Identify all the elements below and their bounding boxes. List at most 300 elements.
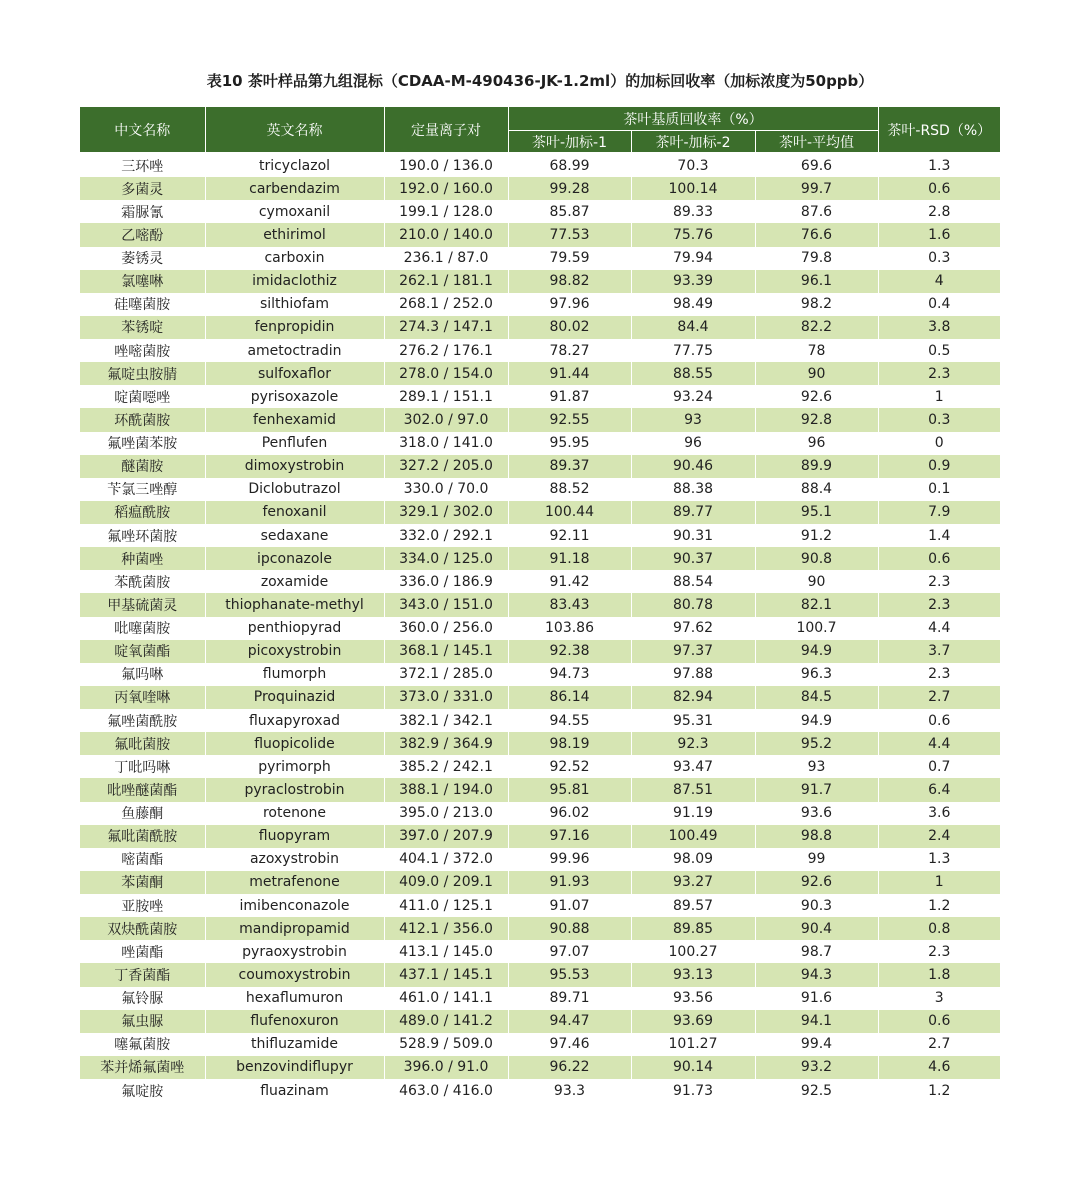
average-cell: 93.6 [755,802,878,825]
spike-2-cell: 79.94 [631,247,755,270]
en-name-cell: Penflufen [205,432,384,455]
cn-name-cell: 嘧菌酯 [121,852,164,869]
rsd-cell: 2.7 [878,686,1000,709]
rsd-cell: 4.6 [878,1056,1000,1079]
cn-name-cell: 唑菌酯 [121,944,164,961]
header-spike-2: 茶叶-加标-2 [631,131,755,153]
cn-name-cell: 苄氯三唑醇 [107,482,178,499]
en-name-cell: sedaxane [205,524,384,547]
rsd-cell: 3 [878,987,1000,1010]
header-average: 茶叶-平均值 [755,131,878,153]
table-row [80,547,1000,570]
en-name-cell: ametoctradin [205,339,384,362]
average-cell: 91.6 [755,987,878,1010]
ion-pair-cell: 274.3 / 147.1 [384,316,508,339]
spike-1-cell: 88.52 [508,478,631,501]
spike-2-cell: 90.37 [631,547,755,570]
en-name-cell: benzovindiflupyr [205,1056,384,1079]
ion-pair-cell: 329.1 / 302.0 [384,501,508,524]
cn-name-cell: 醚菌胺 [80,455,205,478]
rsd-cell: 4.4 [878,732,1000,755]
cn-name-cell: 乙嘧酚 [80,223,205,246]
ion-pair-cell: 360.0 / 256.0 [384,617,508,640]
en-name-cell: penthiopyrad [205,617,384,640]
spike-2-cell: 93 [631,408,755,431]
rsd-cell: 4 [878,270,1000,293]
ion-pair-cell: 382.1 / 342.1 [384,709,508,732]
rsd-cell: 1 [878,385,1000,408]
spike-1-cell: 77.53 [508,223,631,246]
cn-name-cell: 环酰菌胺 [80,408,205,431]
spike-1-cell: 95.53 [508,963,631,986]
spike-1-cell: 99.96 [508,848,631,871]
spike-2-cell: 89.77 [631,501,755,524]
rsd-cell: 0.8 [878,917,1000,940]
ion-pair-cell: 210.0 / 140.0 [384,223,508,246]
spike-2-cell: 77.75 [631,339,755,362]
en-name-cell: imidaclothiz [205,270,384,293]
ion-pair-cell: 489.0 / 141.2 [384,1010,508,1033]
cn-name-cell: 噻氟菌胺 [114,1037,171,1054]
table-row [80,501,1000,524]
average-cell: 79.8 [755,247,878,270]
rsd-cell: 2.3 [878,663,1000,686]
average-cell: 100.7 [755,617,878,640]
average-cell: 92.5 [755,1079,878,1102]
spike-2-cell: 75.76 [631,223,755,246]
en-name-cell: carbendazim [205,177,384,200]
rsd-cell: 1.3 [878,152,1000,177]
en-name-cell: fenhexamid [205,408,384,431]
average-cell: 98.2 [755,293,878,316]
spike-2-cell: 91.19 [631,802,755,825]
spike-2-cell: 97.62 [631,617,755,640]
cn-name-cell: 苯锈啶 [80,316,205,339]
rsd-cell: 2.3 [878,940,1000,963]
spike-1-cell: 92.55 [508,408,631,431]
rsd-cell: 2.3 [878,362,1000,385]
cn-name-cell: 氟虫脲 [80,1010,205,1033]
rsd-cell: 1 [878,871,1000,894]
ion-pair-cell: 368.1 / 145.1 [384,640,508,663]
table-row [80,200,1000,223]
ion-pair-cell: 385.2 / 242.1 [384,755,508,778]
table-row [80,732,1000,755]
average-cell: 89.9 [755,455,878,478]
header-cn-name: 中文名称 [80,107,205,152]
average-cell: 90.8 [755,547,878,570]
average-cell: 96.3 [755,663,878,686]
en-name-cell: fluopicolide [205,732,384,755]
cn-name-cell: 双炔酰菌胺 [80,917,205,940]
spike-2-cell: 82.94 [631,686,755,709]
average-cell: 94.1 [755,1010,878,1033]
cn-name-cell: 啶菌噁唑 [114,389,171,406]
recovery-table [80,107,1000,1102]
spike-2-cell: 88.38 [631,478,755,501]
spike-1-cell: 86.14 [508,686,631,709]
spike-2-cell: 93.56 [631,987,755,1010]
rsd-cell: 2.3 [878,570,1000,593]
spike-2-cell: 90.31 [631,524,755,547]
average-cell: 90.3 [755,894,878,917]
header-en-name: 英文名称 [205,107,384,152]
ion-pair-cell: 336.0 / 186.9 [384,570,508,593]
spike-2-cell: 90.14 [631,1056,755,1079]
spike-2-cell: 84.4 [631,316,755,339]
ion-pair-cell: 397.0 / 207.9 [384,825,508,848]
ion-pair-cell: 411.0 / 125.1 [384,894,508,917]
rsd-cell: 1.8 [878,963,1000,986]
cn-name-cell: 氟吗啉 [121,667,164,684]
spike-2-cell: 93.13 [631,963,755,986]
rsd-cell: 3.7 [878,640,1000,663]
spike-1-cell: 80.02 [508,316,631,339]
ion-pair-cell: 396.0 / 91.0 [384,1056,508,1079]
table-row [80,478,1000,501]
ion-pair-cell: 199.1 / 128.0 [384,200,508,223]
ion-pair-cell: 528.9 / 509.0 [384,1033,508,1056]
average-cell: 90 [755,570,878,593]
table-row [80,894,1000,917]
table-row [80,1033,1000,1056]
cn-name-cell: 氟啶胺 [121,1083,164,1100]
spike-2-cell: 88.54 [631,570,755,593]
en-name-cell: pyraclostrobin [205,778,384,801]
average-cell: 92.6 [755,871,878,894]
cn-name-cell: 啶氧菌酯 [80,640,205,663]
spike-1-cell: 98.19 [508,732,631,755]
spike-1-cell: 91.18 [508,547,631,570]
en-name-cell: silthiofam [205,293,384,316]
average-cell: 82.1 [755,593,878,616]
spike-1-cell: 94.55 [508,709,631,732]
cn-name-cell: 苯并烯氟菌唑 [80,1056,205,1079]
en-name-cell: pyraoxystrobin [205,940,384,963]
spike-2-cell: 89.85 [631,917,755,940]
average-cell: 78 [755,339,878,362]
spike-2-cell: 93.47 [631,755,755,778]
cn-name-cell: 萎锈灵 [121,251,164,268]
rsd-cell: 0.7 [878,755,1000,778]
spike-1-cell: 99.28 [508,177,631,200]
spike-1-cell: 95.81 [508,778,631,801]
ion-pair-cell: 412.1 / 356.0 [384,917,508,940]
table-row [80,663,1000,686]
en-name-cell: cymoxanil [205,200,384,223]
spike-1-cell: 92.38 [508,640,631,663]
ion-pair-cell: 463.0 / 416.0 [384,1079,508,1102]
table-header [80,107,1000,152]
cn-name-cell: 三环唑 [121,158,164,175]
table-row [80,617,1000,640]
average-cell: 94.3 [755,963,878,986]
table-row [80,963,1000,986]
table-row [80,686,1000,709]
average-cell: 95.1 [755,501,878,524]
ion-pair-cell: 395.0 / 213.0 [384,802,508,825]
table-row [80,871,1000,894]
cn-name-cell: 丁香菌酯 [80,963,205,986]
ion-pair-cell: 382.9 / 364.9 [384,732,508,755]
en-name-cell: Proquinazid [205,686,384,709]
table-row [80,1056,1000,1079]
ion-pair-cell: 372.1 / 285.0 [384,663,508,686]
average-cell: 92.6 [755,385,878,408]
spike-1-cell: 91.42 [508,570,631,593]
en-name-cell: imibenconazole [205,894,384,917]
table-row [80,385,1000,408]
cn-name-cell: 氟吡菌胺 [80,732,205,755]
average-cell: 99.7 [755,177,878,200]
cn-name-cell: 鱼藤酮 [121,806,164,823]
spike-1-cell: 96.22 [508,1056,631,1079]
spike-1-cell: 85.87 [508,200,631,223]
cn-name-cell: 苯菌酮 [80,871,205,894]
cn-name-cell: 氟唑环菌胺 [107,528,178,545]
en-name-cell: carboxin [205,247,384,270]
spike-2-cell: 93.24 [631,385,755,408]
ion-pair-cell: 437.1 / 145.1 [384,963,508,986]
rsd-cell: 1.4 [878,524,1000,547]
cn-name-cell: 种菌唑 [80,547,205,570]
spike-2-cell: 96 [631,432,755,455]
table-row [80,339,1000,362]
spike-2-cell: 97.88 [631,663,755,686]
spike-1-cell: 89.37 [508,455,631,478]
spike-1-cell: 78.27 [508,339,631,362]
en-name-cell: zoxamide [205,570,384,593]
rsd-cell: 0.3 [878,247,1000,270]
en-name-cell: fluazinam [205,1079,384,1102]
en-name-cell: pyrimorph [205,755,384,778]
spike-1-cell: 98.82 [508,270,631,293]
table-row [80,408,1000,431]
en-name-cell: thiophanate-methyl [205,593,384,616]
table-row [80,640,1000,663]
average-cell: 95.2 [755,732,878,755]
spike-1-cell: 83.43 [508,593,631,616]
average-cell: 94.9 [755,640,878,663]
rsd-cell: 2.4 [878,825,1000,848]
spike-1-cell: 91.44 [508,362,631,385]
cn-name-cell: 氟唑菌苯胺 [107,436,178,453]
spike-1-cell: 97.96 [508,293,631,316]
spike-1-cell: 103.86 [508,617,631,640]
table-row [80,987,1000,1010]
ion-pair-cell: 289.1 / 151.1 [384,385,508,408]
cn-name-cell: 苯酰菌胺 [114,574,171,591]
ion-pair-cell: 330.0 / 70.0 [384,478,508,501]
ion-pair-cell: 413.1 / 145.0 [384,940,508,963]
header-recovery-group: 茶叶基质回收率（%） [508,107,878,131]
ion-pair-cell: 262.1 / 181.1 [384,270,508,293]
average-cell: 76.6 [755,223,878,246]
average-cell: 98.8 [755,825,878,848]
spike-1-cell: 79.59 [508,247,631,270]
ion-pair-cell: 373.0 / 331.0 [384,686,508,709]
en-name-cell: picoxystrobin [205,640,384,663]
rsd-cell: 7.9 [878,501,1000,524]
rsd-cell: 0.6 [878,547,1000,570]
cn-name-cell: 氟啶虫胺腈 [80,362,205,385]
table-body [80,152,1000,1102]
cn-name-cell: 吡唑醚菌酯 [80,778,205,801]
average-cell: 91.2 [755,524,878,547]
average-cell: 94.9 [755,709,878,732]
spike-2-cell: 89.57 [631,894,755,917]
en-name-cell: mandipropamid [205,917,384,940]
table-row [80,432,1000,455]
average-cell: 93.2 [755,1056,878,1079]
rsd-cell: 2.7 [878,1033,1000,1056]
spike-1-cell: 97.46 [508,1033,631,1056]
table-row [80,177,1000,200]
table-row [80,223,1000,246]
ion-pair-cell: 332.0 / 292.1 [384,524,508,547]
spike-1-cell: 93.3 [508,1079,631,1102]
table-row [80,316,1000,339]
table-row [80,362,1000,385]
cn-name-cell: 甲基硫菌灵 [80,593,205,616]
table-row [80,1010,1000,1033]
spike-1-cell: 100.44 [508,501,631,524]
ion-pair-cell: 278.0 / 154.0 [384,362,508,385]
average-cell: 87.6 [755,200,878,223]
en-name-cell: pyrisoxazole [205,385,384,408]
spike-2-cell: 91.73 [631,1079,755,1102]
rsd-cell: 1.3 [878,848,1000,871]
rsd-cell: 0.6 [878,177,1000,200]
spike-1-cell: 91.07 [508,894,631,917]
spike-2-cell: 97.37 [631,640,755,663]
table-row [80,917,1000,940]
table-row [80,940,1000,963]
ion-pair-cell: 190.0 / 136.0 [384,152,508,177]
spike-2-cell: 89.33 [631,200,755,223]
cn-name-cell: 氟吡菌酰胺 [80,825,205,848]
average-cell: 99 [755,848,878,871]
cn-name-cell: 氟铃脲 [121,991,164,1008]
spike-2-cell: 93.69 [631,1010,755,1033]
cn-name-cell: 丙氧喹啉 [80,686,205,709]
en-name-cell: fluopyram [205,825,384,848]
ion-pair-cell: 192.0 / 160.0 [384,177,508,200]
average-cell: 93 [755,755,878,778]
table-row [80,778,1000,801]
spike-2-cell: 100.14 [631,177,755,200]
cn-name-cell: 多菌灵 [80,177,205,200]
average-cell: 82.2 [755,316,878,339]
table-row [80,848,1000,871]
rsd-cell: 3.6 [878,802,1000,825]
ion-pair-cell: 268.1 / 252.0 [384,293,508,316]
en-name-cell: thifluzamide [205,1033,384,1056]
table-row [80,247,1000,270]
en-name-cell: fenpropidin [205,316,384,339]
spike-2-cell: 93.39 [631,270,755,293]
en-name-cell: tricyclazol [205,152,384,177]
en-name-cell: hexaflumuron [205,987,384,1010]
en-name-cell: fenoxanil [205,501,384,524]
en-name-cell: coumoxystrobin [205,963,384,986]
header-spike-1: 茶叶-加标-1 [508,131,631,153]
table-row [80,593,1000,616]
table-row [80,455,1000,478]
average-cell: 99.4 [755,1033,878,1056]
rsd-cell: 0.4 [878,293,1000,316]
en-name-cell: metrafenone [205,871,384,894]
page-title: 表10 茶叶样品第九组混标（CDAA-M-490436-JK-1.2ml）的加标回收率（加标浓度为50ppb） [206,72,874,90]
table-row [80,152,1000,177]
ion-pair-cell: 302.0 / 97.0 [384,408,508,431]
rsd-cell: 1.6 [878,223,1000,246]
rsd-cell: 0.6 [878,709,1000,732]
average-cell: 96 [755,432,878,455]
spike-1-cell: 94.73 [508,663,631,686]
spike-2-cell: 100.27 [631,940,755,963]
spike-1-cell: 95.95 [508,432,631,455]
cn-name-cell: 氟唑菌酰胺 [107,713,178,730]
rsd-cell: 0.6 [878,1010,1000,1033]
cn-name-cell: 吡噻菌胺 [114,621,171,638]
spike-1-cell: 92.52 [508,755,631,778]
en-name-cell: ipconazole [205,547,384,570]
spike-2-cell: 88.55 [631,362,755,385]
rsd-cell: 0.1 [878,478,1000,501]
spike-2-cell: 95.31 [631,709,755,732]
ion-pair-cell: 388.1 / 194.0 [384,778,508,801]
en-name-cell: dimoxystrobin [205,455,384,478]
ion-pair-cell: 334.0 / 125.0 [384,547,508,570]
table-row [80,524,1000,547]
cn-name-cell: 霜脲氰 [121,204,164,221]
table-row [80,1079,1000,1102]
table-row [80,802,1000,825]
spike-2-cell: 98.49 [631,293,755,316]
cn-name-cell: 稻瘟酰胺 [80,501,205,524]
en-name-cell: azoxystrobin [205,848,384,871]
average-cell: 90 [755,362,878,385]
rsd-cell: 3.8 [878,316,1000,339]
spike-1-cell: 89.71 [508,987,631,1010]
average-cell: 98.7 [755,940,878,963]
rsd-cell: 0 [878,432,1000,455]
rsd-cell: 0.5 [878,339,1000,362]
spike-2-cell: 98.09 [631,848,755,871]
spike-2-cell: 80.78 [631,593,755,616]
rsd-cell: 1.2 [878,1079,1000,1102]
en-name-cell: rotenone [205,802,384,825]
table-row [80,709,1000,732]
en-name-cell: fluxapyroxad [205,709,384,732]
rsd-cell: 2.3 [878,593,1000,616]
cn-name-cell: 硅噻菌胺 [114,297,171,314]
spike-1-cell: 91.87 [508,385,631,408]
header-ion-pair: 定量离子对 [384,107,508,152]
en-name-cell: Diclobutrazol [205,478,384,501]
average-cell: 96.1 [755,270,878,293]
spike-2-cell: 70.3 [631,152,755,177]
ion-pair-cell: 236.1 / 87.0 [384,247,508,270]
table-row [80,293,1000,316]
spike-1-cell: 97.07 [508,940,631,963]
spike-1-cell: 96.02 [508,802,631,825]
ion-pair-cell: 409.0 / 209.1 [384,871,508,894]
en-name-cell: flufenoxuron [205,1010,384,1033]
spike-2-cell: 92.3 [631,732,755,755]
spike-2-cell: 87.51 [631,778,755,801]
